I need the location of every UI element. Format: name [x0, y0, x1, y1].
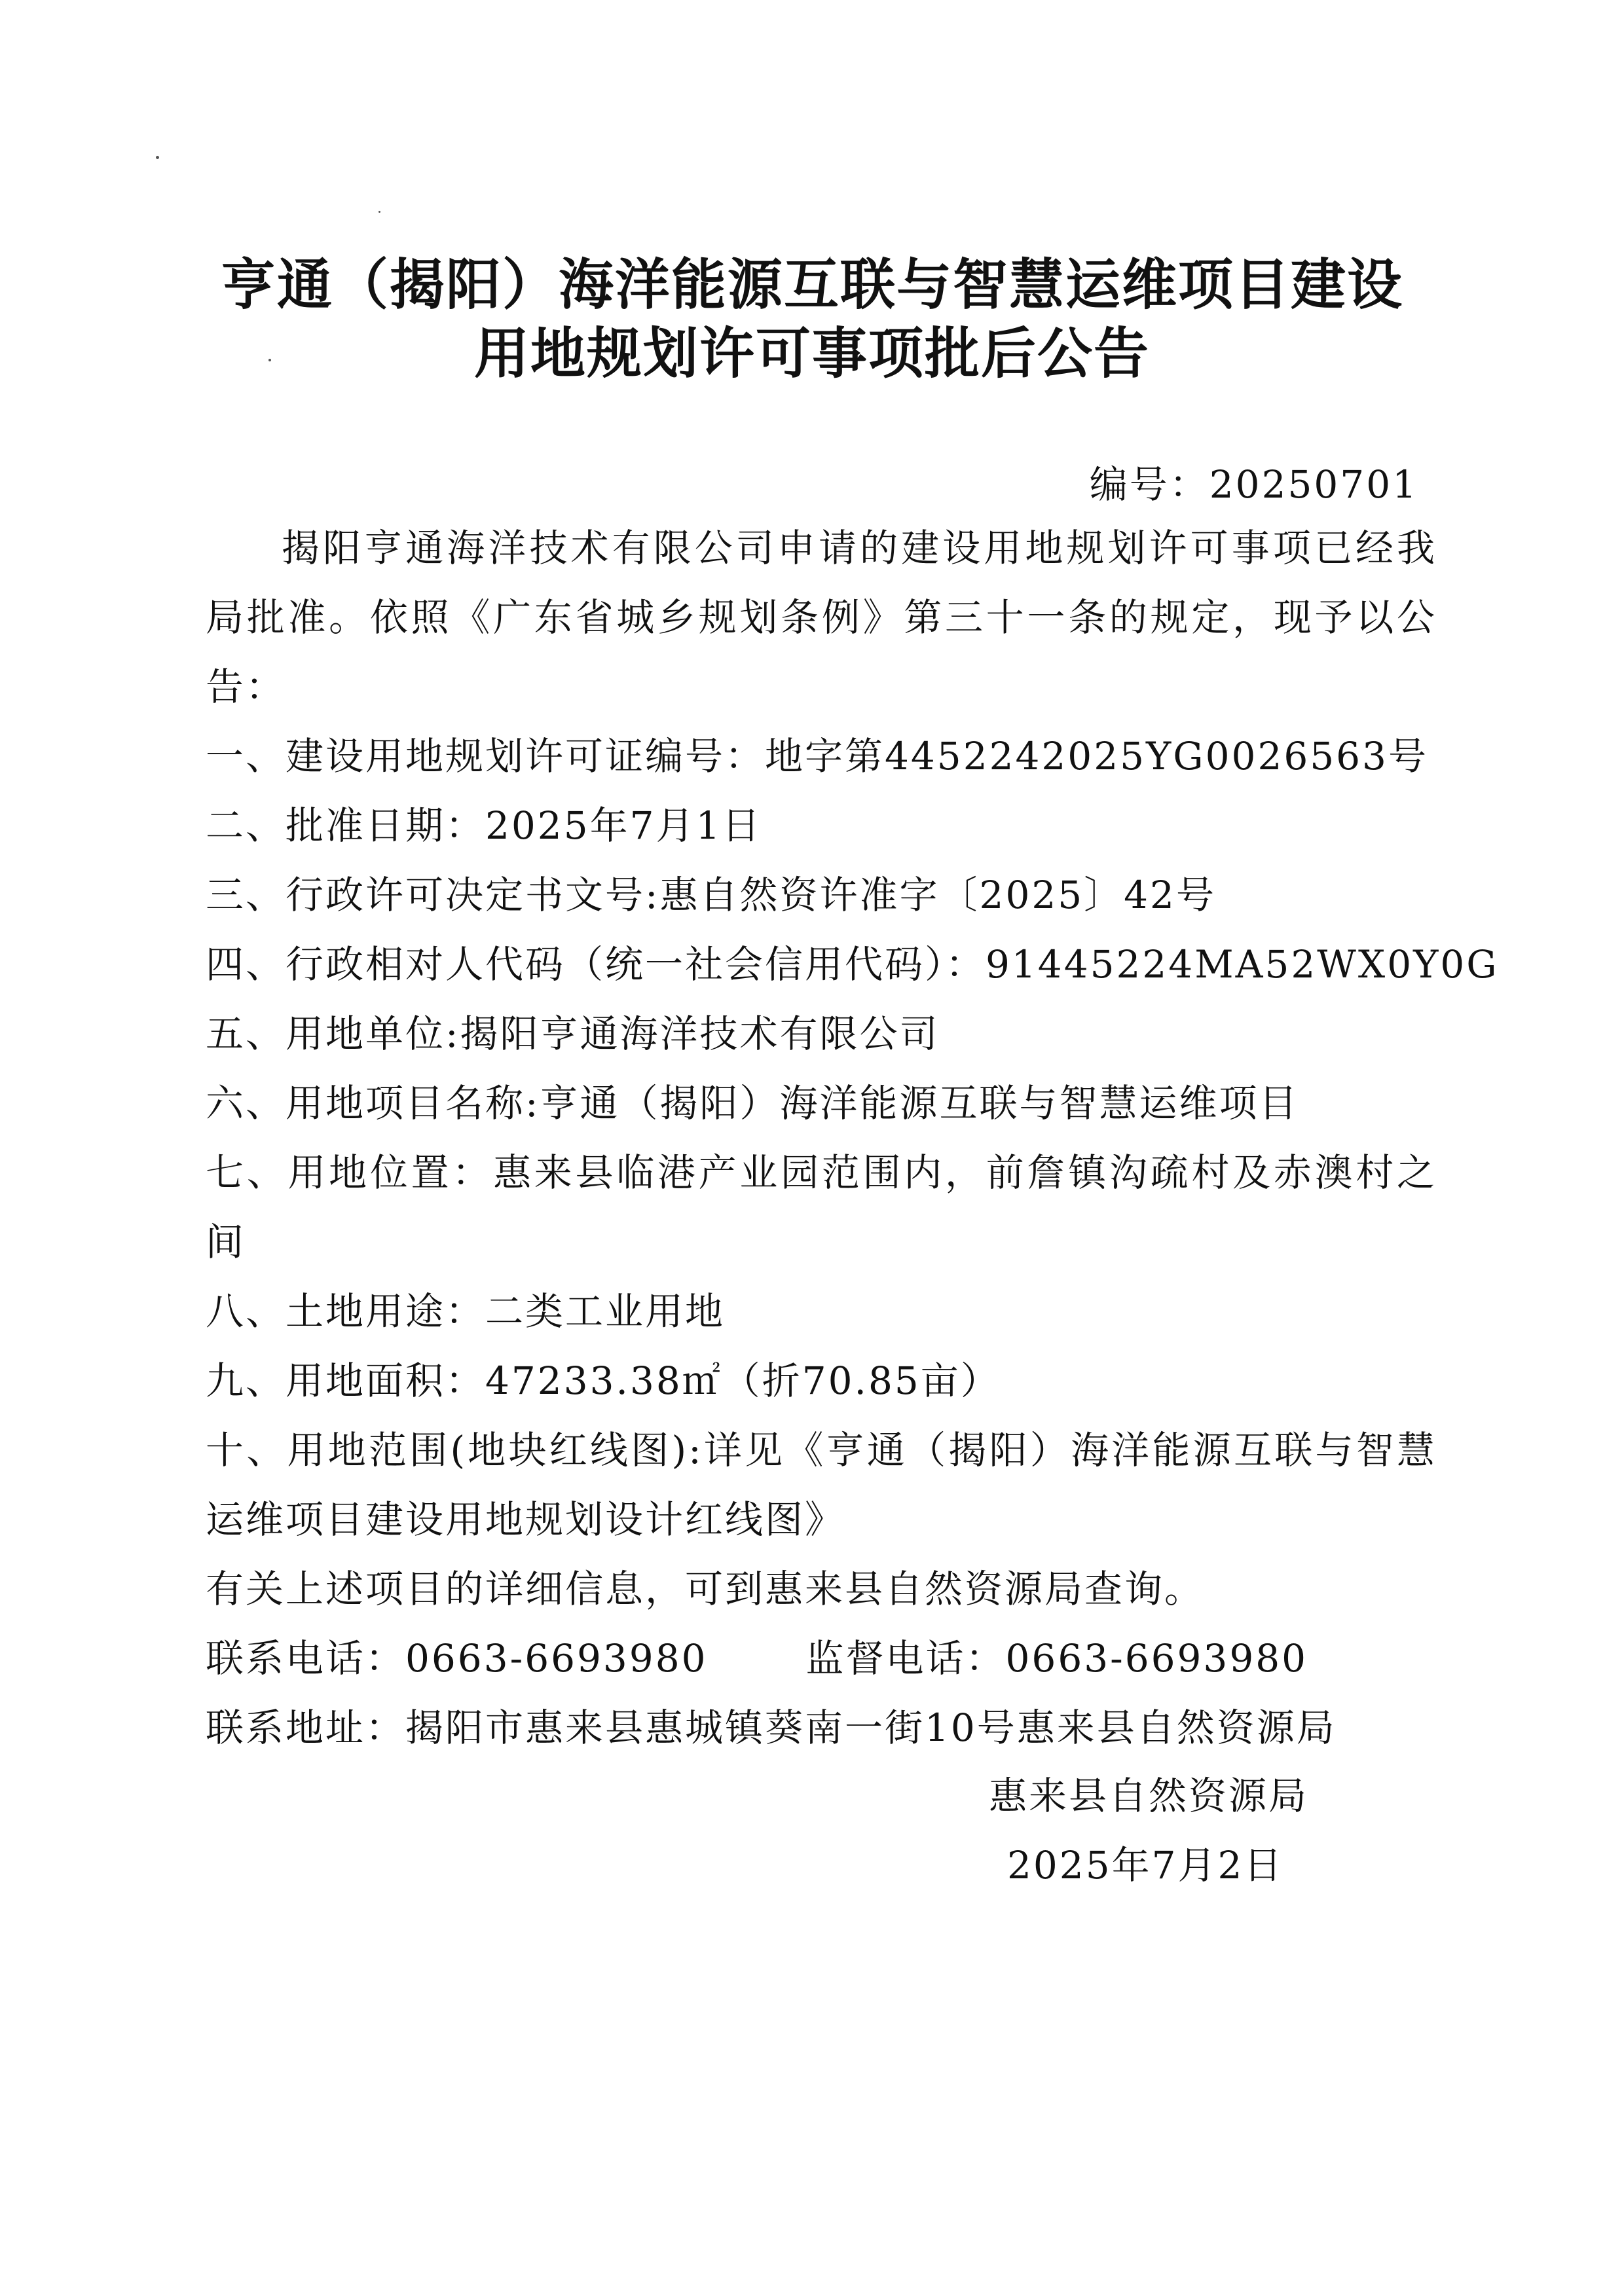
- issuing-organization: 惠来县自然资源局: [989, 1774, 1309, 1818]
- item-permit-number: 一、建设用地规划许可证编号：地字第4452242025YG0026563号: [206, 734, 1428, 778]
- intro-paragraph: 揭阳亨通海洋技术有限公司申请的建设用地规划许可事项已经我局批准。依照《广东省城乡规划条例》第三十一条的规定，现予以公告：: [206, 526, 1437, 709]
- contact-phone: 联系电话：0663-6693980: [206, 1636, 708, 1681]
- item-project-name: 六、用地项目名称:亨通（揭阳）海洋能源互联与智慧运维项目: [206, 1081, 1299, 1125]
- item-decision-doc-number: 三、行政许可决定书文号:惠自然资许准字〔2025〕42号: [206, 873, 1216, 917]
- page-title-line-1: 亨通（揭阳）海洋能源互联与智慧运维项目建设: [220, 253, 1403, 317]
- contact-address: 联系地址：揭阳市惠来县惠城镇葵南一街10号惠来县自然资源局: [206, 1705, 1337, 1750]
- item-land-location: 七、用地位置：惠来县临港产业园范围内，前詹镇沟疏村及赤澳村之间: [206, 1150, 1437, 1264]
- page-title-line-2: 用地规划许可事项批后公告: [473, 321, 1150, 386]
- issue-date: 2025年7月2日: [1007, 1843, 1284, 1887]
- supervision-phone: 监督电话：0663-6693980: [805, 1636, 1308, 1681]
- info-note: 有关上述项目的详细信息，可到惠来县自然资源局查询。: [206, 1567, 1205, 1611]
- phone-row: [206, 1624, 1437, 1693]
- item-land-scope: 十、用地范围(地块红线图):详见《亨通（揭阳）海洋能源互联与智慧运维项目建设用地规划设计红线图》: [206, 1428, 1437, 1542]
- document-number: 编号：20250701: [1089, 462, 1418, 507]
- signature-block: [989, 1761, 1308, 1900]
- item-land-area: 九、用地面积：47233.38㎡（折70.85亩）: [206, 1358, 1001, 1403]
- item-land-user: 五、用地单位:揭阳亨通海洋技术有限公司: [206, 1011, 940, 1056]
- scan-speck: [378, 211, 380, 213]
- item-approval-date: 二、批准日期：2025年7月1日: [206, 803, 762, 848]
- item-credit-code: 四、行政相对人代码（统一社会信用代码）：91445224MA52WX0Y0G: [206, 942, 1499, 987]
- scan-speck: [156, 156, 159, 159]
- announcement-body: [206, 513, 1499, 1762]
- item-land-use: 八、土地用途：二类工业用地: [206, 1289, 726, 1334]
